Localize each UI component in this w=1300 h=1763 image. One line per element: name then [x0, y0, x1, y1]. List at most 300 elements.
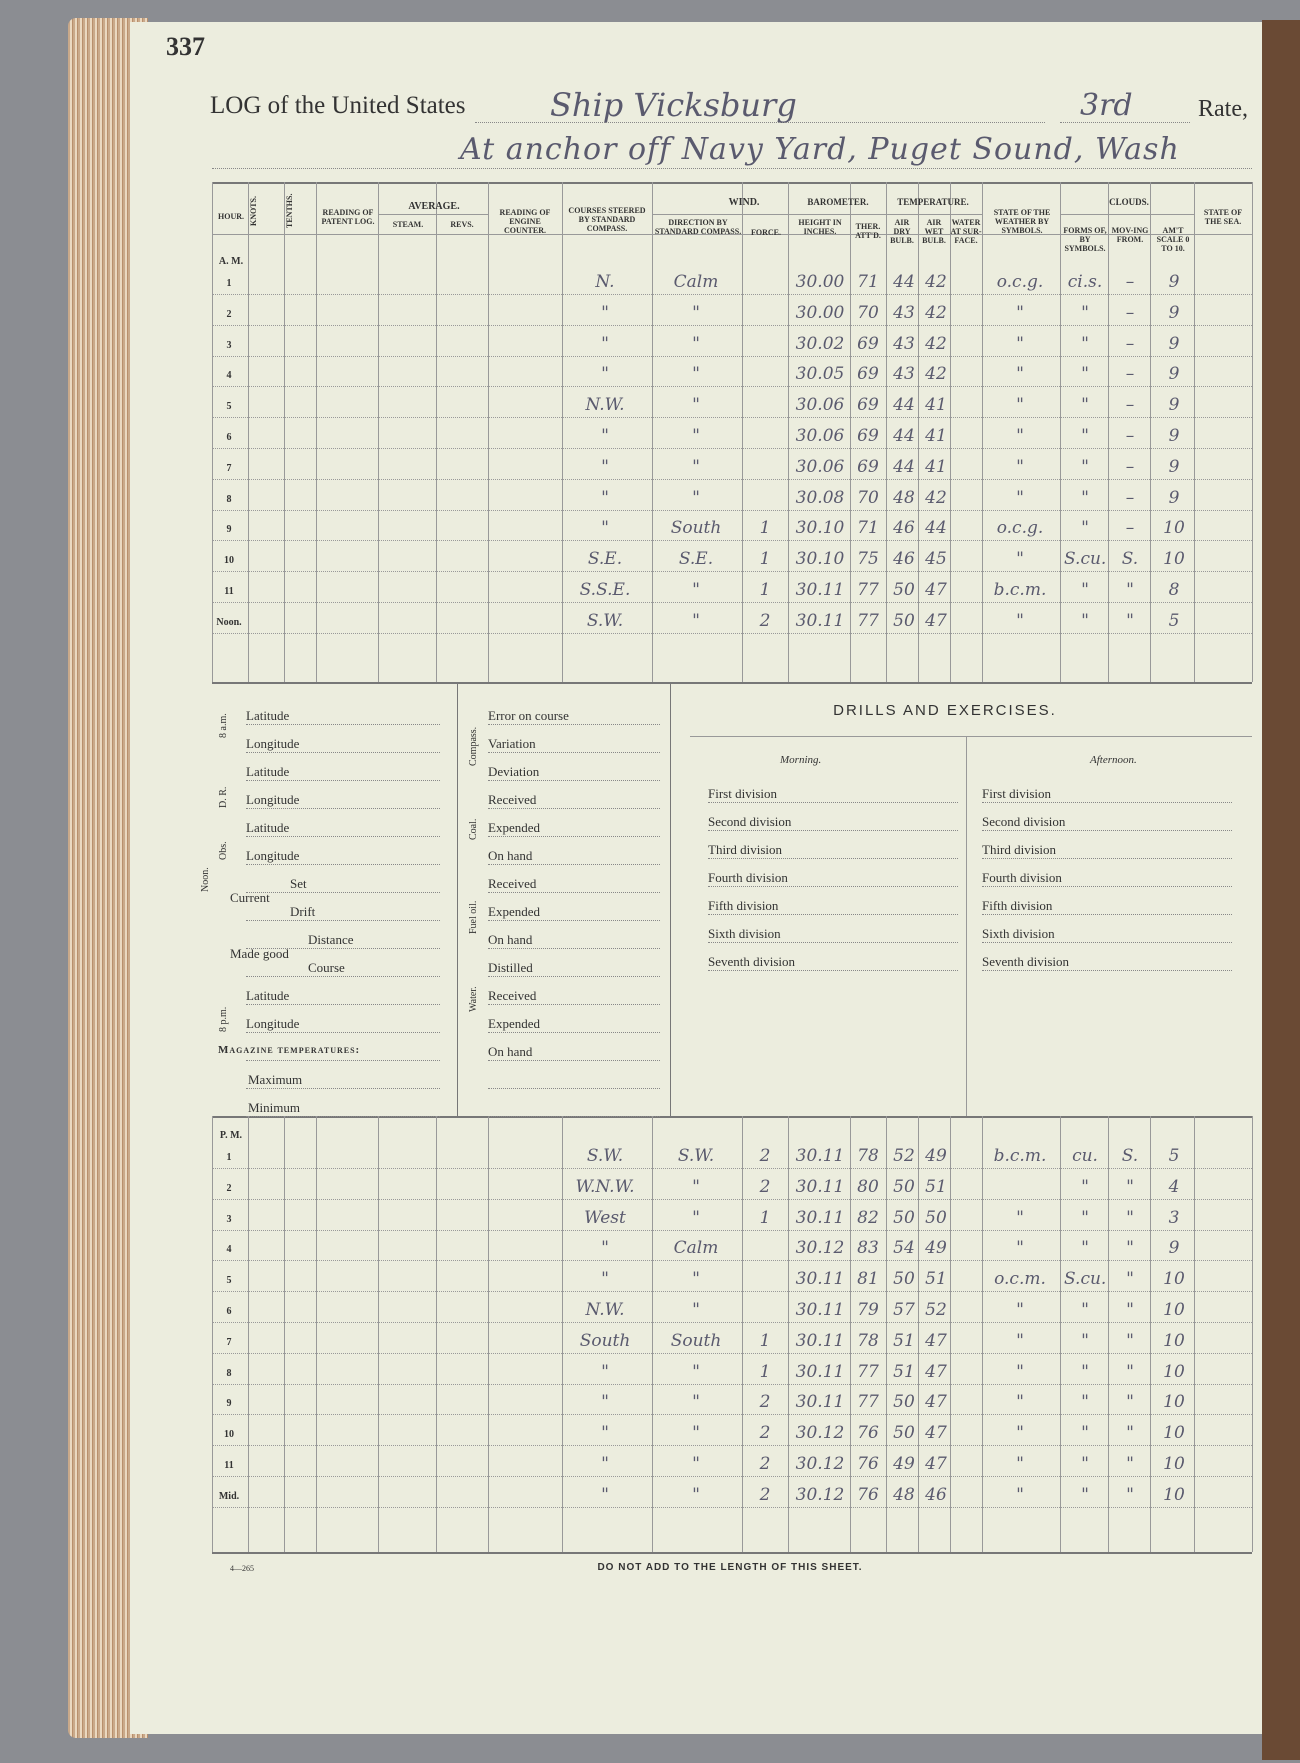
- side-label-8am: 8 a.m.: [218, 713, 229, 738]
- minimum-label: Minimum: [248, 1100, 301, 1115]
- am-moving-cell: –: [1125, 426, 1135, 446]
- pm-ther-cell: 77: [857, 1361, 879, 1382]
- am-label: A. M.: [218, 256, 244, 267]
- row-dotted-rule: [212, 1445, 1252, 1446]
- entry-dotted-line: [246, 1088, 440, 1089]
- header-courses: COURSES STEERED BY STANDARD COMPASS.: [568, 206, 646, 233]
- pm-moving-cell: ": [1126, 1300, 1134, 1320]
- pm-weather-cell: ": [1016, 1484, 1024, 1505]
- am-dry-cell: 43: [893, 302, 915, 323]
- entry-dotted-line: [246, 808, 440, 809]
- pm-moving-cell: ": [1126, 1361, 1134, 1382]
- pm-force-cell: 2: [759, 1392, 771, 1413]
- am-baro-cell: 30.00: [795, 302, 845, 323]
- current-label: Current: [230, 890, 270, 905]
- row-dotted-rule: [212, 325, 1252, 326]
- maximum-label: Maximum: [248, 1072, 303, 1087]
- row-dotted-rule: [212, 1230, 1252, 1231]
- column-rule: [562, 182, 563, 682]
- division-dotted-line: [982, 914, 1232, 915]
- pm-forms-cell: ": [1081, 1330, 1089, 1351]
- pm-wind-cell: ": [692, 1423, 700, 1444]
- column-rule: [788, 1116, 789, 1552]
- lat-obs: Latitude: [246, 820, 290, 835]
- pm-dry-cell: 57: [893, 1300, 915, 1320]
- pm-force-cell: 2: [759, 1423, 771, 1444]
- am-amount-cell: 5: [1168, 610, 1180, 631]
- header-revs: REVS.: [450, 220, 474, 229]
- pm-force-cell: 1: [759, 1361, 771, 1382]
- row-dotted-rule: [212, 1260, 1252, 1261]
- pm-forms-cell: ": [1081, 1207, 1089, 1228]
- division-dotted-line: [982, 830, 1232, 831]
- pm-amount-cell: 10: [1163, 1269, 1185, 1290]
- pm-baro-cell: 30.11: [795, 1176, 845, 1197]
- header-group-rule: [886, 214, 982, 215]
- pm-baro-cell: 30.11: [795, 1300, 845, 1320]
- am-weather-cell: ": [1016, 456, 1024, 477]
- column-rule: [1194, 182, 1195, 682]
- am-course-cell: ": [601, 364, 609, 385]
- pm-moving-cell: ": [1126, 1392, 1134, 1413]
- pm-dry-cell: 50: [893, 1269, 915, 1290]
- pm-ther-cell: 80: [857, 1176, 879, 1197]
- entry-dotted-line: [246, 920, 440, 921]
- am-hour-cell: Noon.: [216, 616, 242, 628]
- pm-baro-cell: 30.11: [795, 1330, 845, 1351]
- am-wind-cell: ": [692, 364, 700, 385]
- pm-amount-cell: 10: [1163, 1330, 1185, 1351]
- log-title-prefix: LOG of the United States: [210, 92, 466, 119]
- am-forms-cell: ": [1081, 518, 1089, 539]
- am-wet-cell: 42: [925, 272, 947, 292]
- pm-wind-cell: ": [692, 1484, 700, 1505]
- column-rule: [886, 1116, 887, 1552]
- am-hour-cell: 10: [224, 555, 234, 567]
- am-ther-cell: 75: [857, 549, 879, 570]
- pm-forms-cell: ": [1081, 1361, 1089, 1382]
- pm-weather-cell: ": [1016, 1300, 1024, 1320]
- entry-dotted-line: [488, 1116, 660, 1117]
- am-course-cell: ": [601, 302, 609, 323]
- pm-course-cell: ": [601, 1484, 609, 1505]
- header-steam: STEAM.: [392, 220, 424, 229]
- fuel-received: Received: [488, 876, 537, 891]
- supplies-section-divider: [670, 684, 671, 1116]
- pm-baro-cell: 30.11: [795, 1207, 845, 1228]
- pm-amount-cell: 4: [1168, 1176, 1180, 1197]
- column-rule: [1150, 1116, 1151, 1552]
- am-course-cell: ": [601, 487, 609, 508]
- am-amount-cell: 9: [1168, 364, 1180, 385]
- pm-amount-cell: 10: [1163, 1454, 1185, 1474]
- entry-dotted-line: [246, 976, 440, 977]
- column-rule: [1252, 182, 1253, 682]
- entry-dotted-line: [488, 864, 660, 865]
- division-dotted-line: [708, 914, 958, 915]
- pm-amount-cell: 9: [1168, 1238, 1180, 1259]
- pm-baro-cell: 30.12: [795, 1454, 845, 1474]
- pm-force-cell: 2: [759, 1484, 771, 1505]
- lon-8pm: Longitude: [246, 1016, 300, 1031]
- am-amount-cell: 10: [1163, 518, 1185, 539]
- column-rule: [284, 1116, 285, 1552]
- fuel-on-hand: On hand: [488, 932, 533, 947]
- division-dotted-line: [982, 858, 1232, 859]
- am-moving-cell: –: [1125, 333, 1135, 354]
- am-hour-cell: 4: [226, 370, 232, 382]
- pm-dry-cell: 50: [893, 1392, 915, 1413]
- pm-force-cell: 2: [759, 1176, 771, 1197]
- pm-weather-cell: ": [1016, 1238, 1024, 1259]
- pm-forms-cell: ": [1081, 1423, 1089, 1444]
- row-dotted-rule: [212, 294, 1252, 295]
- column-rule: [1252, 1116, 1253, 1552]
- am-forms-cell: ": [1081, 426, 1089, 446]
- pm-weather-cell: ": [1016, 1454, 1024, 1474]
- lat-8am: Latitude: [246, 708, 290, 723]
- pm-force-cell: 1: [759, 1330, 771, 1351]
- entry-dotted-line: [246, 1060, 440, 1061]
- form-number: 4—265: [230, 1564, 254, 1573]
- am-forms-cell: ": [1081, 456, 1089, 477]
- row-dotted-rule: [212, 510, 1252, 511]
- am-hour-cell: 8: [226, 493, 232, 505]
- afternoon-division-7: Seventh division: [982, 954, 1070, 969]
- header-tenths: TENTHS.: [285, 193, 294, 228]
- row-dotted-rule: [212, 633, 1252, 634]
- location-line: [212, 168, 1252, 169]
- entry-dotted-line: [488, 1088, 660, 1089]
- header-knots: KNOTS.: [249, 195, 258, 226]
- header-weather: STATE OF THE WEATHER BY SYMBOLS.: [993, 208, 1051, 235]
- lon-obs: Longitude: [246, 848, 300, 863]
- am-wet-cell: 45: [925, 549, 947, 570]
- pm-weather-cell: ": [1016, 1207, 1024, 1228]
- header-force: FORCE.: [751, 228, 781, 237]
- entry-dotted-line: [246, 752, 440, 753]
- am-wind-cell: South: [670, 518, 722, 539]
- pm-wet-cell: 52: [925, 1300, 947, 1320]
- column-rule: [1150, 182, 1151, 682]
- pm-amount-cell: 10: [1163, 1361, 1185, 1382]
- row-dotted-rule: [212, 540, 1252, 541]
- am-forms-cell: ": [1081, 364, 1089, 385]
- pm-course-cell: N.W.: [585, 1300, 625, 1320]
- pm-amount-cell: 10: [1163, 1392, 1185, 1413]
- variation: Variation: [488, 736, 536, 751]
- pm-dry-cell: 51: [893, 1361, 915, 1382]
- header-group-rule: [652, 214, 788, 215]
- row-dotted-rule: [212, 479, 1252, 480]
- am-moving-cell: –: [1125, 456, 1135, 477]
- am-ther-cell: 71: [857, 518, 879, 539]
- pm-moving-cell: ": [1126, 1330, 1134, 1351]
- am-ther-cell: 71: [857, 272, 879, 292]
- am-baro-cell: 30.10: [795, 518, 845, 539]
- column-rule: [1060, 182, 1061, 682]
- column-rule: [950, 1116, 951, 1552]
- pm-wind-cell: ": [692, 1207, 700, 1228]
- am-wind-cell: ": [692, 456, 700, 477]
- pm-weather-cell: o.c.m.: [994, 1269, 1046, 1290]
- header-barometer: BAROMETER.: [807, 197, 869, 207]
- am-wind-cell: ": [692, 580, 700, 600]
- pm-amount-cell: 10: [1163, 1484, 1185, 1505]
- morning-division-1: First division: [708, 786, 777, 801]
- am-baro-cell: 30.06: [795, 456, 845, 477]
- am-forms-cell: ": [1081, 487, 1089, 508]
- column-rule: [652, 1116, 653, 1552]
- column-rule: [788, 182, 789, 682]
- entry-dotted-line: [488, 948, 660, 949]
- pm-weather-cell: ": [1016, 1423, 1024, 1444]
- row-dotted-rule: [212, 1414, 1252, 1415]
- am-wind-cell: ": [692, 302, 700, 323]
- am-dry-cell: 43: [893, 364, 915, 385]
- am-amount-cell: 9: [1168, 302, 1180, 323]
- am-moving-cell: –: [1125, 302, 1135, 323]
- afternoon-division-3: Third division: [982, 842, 1057, 857]
- pm-baro-cell: 30.11: [795, 1361, 845, 1382]
- fuel-expended: Expended: [488, 904, 540, 919]
- drills-afternoon-label: Afternoon.: [1090, 754, 1137, 766]
- entry-dotted-line: [246, 892, 440, 893]
- division-dotted-line: [708, 858, 958, 859]
- am-dry-cell: 44: [893, 426, 915, 446]
- water-side-label: Water.: [468, 986, 479, 1012]
- drills-am-pm-divider: [966, 736, 967, 1116]
- header-group-rule: [1060, 214, 1194, 215]
- pm-weather-cell: ": [1016, 1361, 1024, 1382]
- am-moving-cell: –: [1125, 272, 1135, 292]
- pm-forms-cell: cu.: [1072, 1146, 1098, 1166]
- column-rule: [950, 182, 951, 682]
- side-label-noon: Noon.: [200, 867, 211, 892]
- am-dry-cell: 50: [893, 580, 915, 600]
- entry-dotted-line: [488, 836, 660, 837]
- column-rule: [1060, 1116, 1061, 1552]
- pm-moving-cell: ": [1126, 1176, 1134, 1197]
- pm-forms-cell: ": [1081, 1176, 1089, 1197]
- pm-hour-cell: 8: [226, 1367, 232, 1379]
- made-good-label: Made good: [230, 946, 289, 961]
- am-baro-cell: 30.06: [795, 426, 845, 446]
- side-label-dr: D. R.: [218, 786, 229, 808]
- pm-wet-cell: 51: [925, 1269, 947, 1290]
- pm-dry-cell: 51: [893, 1330, 915, 1351]
- am-weather-cell: ": [1016, 302, 1024, 323]
- am-wind-cell: ": [692, 487, 700, 508]
- row-dotted-rule: [212, 417, 1252, 418]
- pm-ther-cell: 79: [857, 1300, 879, 1320]
- pm-wet-cell: 47: [925, 1361, 947, 1382]
- entry-dotted-line: [246, 1004, 440, 1005]
- row-dotted-rule: [212, 1384, 1252, 1385]
- am-course-cell: ": [601, 518, 609, 539]
- pm-course-cell: ": [601, 1238, 609, 1259]
- pm-weather-cell: ": [1016, 1392, 1024, 1413]
- ship-name-line: [475, 122, 1045, 123]
- pm-wet-cell: 46: [925, 1484, 947, 1505]
- column-rule: [562, 1116, 563, 1552]
- am-wind-cell: ": [692, 333, 700, 354]
- am-force-cell: 1: [759, 549, 771, 570]
- pm-ther-cell: 76: [857, 1454, 879, 1474]
- pm-moving-cell: ": [1126, 1207, 1134, 1228]
- am-wet-cell: 41: [925, 456, 947, 477]
- am-amount-cell: 9: [1168, 395, 1180, 416]
- pm-wet-cell: 49: [925, 1146, 947, 1166]
- division-dotted-line: [708, 942, 958, 943]
- am-baro-cell: 30.06: [795, 395, 845, 416]
- am-wind-cell: ": [692, 426, 700, 446]
- division-dotted-line: [982, 802, 1232, 803]
- am-force-cell: 1: [759, 580, 771, 600]
- pm-baro-cell: 30.12: [795, 1484, 845, 1505]
- am-ther-cell: 69: [857, 395, 879, 416]
- column-rule: [436, 182, 437, 682]
- pm-course-cell: South: [579, 1330, 631, 1351]
- pm-moving-cell: ": [1126, 1238, 1134, 1259]
- log-sheet: [130, 22, 1262, 1734]
- am-weather-cell: o.c.g.: [996, 272, 1044, 292]
- morning-division-3: Third division: [708, 842, 783, 857]
- am-weather-cell: o.c.g.: [996, 518, 1044, 539]
- am-wet-cell: 44: [925, 518, 947, 539]
- side-label-8pm: 8 p.m.: [218, 1006, 229, 1032]
- header-engine-counter: READING OF ENGINE COUNTER.: [499, 208, 551, 235]
- row-dotted-rule: [212, 1199, 1252, 1200]
- morning-division-7: Seventh division: [708, 954, 796, 969]
- entry-dotted-line: [246, 948, 440, 949]
- am-wind-cell: Calm: [673, 272, 719, 292]
- set-label: Set: [290, 876, 307, 891]
- coal-received: Received: [488, 792, 537, 807]
- ship-name: Ship Vicksburg: [550, 86, 797, 124]
- entry-dotted-line: [488, 1004, 660, 1005]
- am-ther-cell: 69: [857, 426, 879, 446]
- am-wet-cell: 42: [925, 302, 947, 323]
- am-forms-cell: ": [1081, 610, 1089, 631]
- pm-force-cell: 1: [759, 1207, 771, 1228]
- column-rule: [652, 182, 653, 682]
- am-force-cell: 2: [759, 610, 771, 631]
- am-weather-cell: ": [1016, 395, 1024, 416]
- water-expended: Expended: [488, 1016, 540, 1031]
- pm-dry-cell: 54: [893, 1238, 915, 1259]
- am-weather-cell: ": [1016, 364, 1024, 385]
- column-rule: [850, 182, 851, 682]
- column-rule: [982, 182, 983, 682]
- am-baro-cell: 30.11: [795, 610, 845, 631]
- pm-forms-cell: ": [1081, 1238, 1089, 1259]
- deviation: Deviation: [488, 764, 540, 779]
- am-moving-cell: –: [1125, 395, 1135, 416]
- lat-dr: Latitude: [246, 764, 290, 779]
- am-course-cell: S.S.E.: [579, 580, 631, 600]
- am-moving-cell: –: [1125, 364, 1135, 385]
- column-rule: [488, 182, 489, 682]
- pm-wind-cell: South: [670, 1330, 722, 1351]
- pm-force-cell: 2: [759, 1454, 771, 1474]
- am-forms-cell: ": [1081, 395, 1089, 416]
- row-dotted-rule: [212, 1353, 1252, 1354]
- am-ther-cell: 70: [857, 302, 879, 323]
- pm-ther-cell: 76: [857, 1484, 879, 1505]
- entry-dotted-line: [488, 892, 660, 893]
- pm-hour-cell: 11: [224, 1460, 234, 1471]
- am-baro-cell: 30.05: [795, 364, 845, 385]
- am-wet-cell: 42: [925, 364, 947, 385]
- header-sea: STATE OF THE SEA.: [1203, 208, 1243, 226]
- pm-dry-cell: 48: [893, 1484, 915, 1505]
- pm-baro-cell: 30.12: [795, 1238, 845, 1259]
- am-hour-cell: 7: [226, 462, 232, 474]
- pm-wet-cell: 47: [925, 1392, 947, 1413]
- am-ther-cell: 70: [857, 487, 879, 508]
- am-course-cell: ": [601, 333, 609, 354]
- length-notice: DO NOT ADD TO THE LENGTH OF THIS SHEET.: [597, 1562, 863, 1573]
- column-rule: [918, 182, 919, 682]
- am-forms-cell: ": [1081, 333, 1089, 354]
- division-dotted-line: [708, 830, 958, 831]
- course-label: Course: [308, 960, 345, 975]
- am-hour-cell: 5: [226, 401, 232, 413]
- pm-moving-cell: S.: [1121, 1146, 1139, 1166]
- am-dry-cell: 44: [893, 395, 915, 416]
- pm-ther-cell: 83: [857, 1238, 879, 1259]
- drills-title: DRILLS AND EXERCISES.: [833, 702, 1057, 719]
- am-ther-cell: 69: [857, 456, 879, 477]
- am-moving-cell: –: [1125, 518, 1135, 539]
- header-hour: HOUR.: [218, 212, 244, 221]
- afternoon-division-4: Fourth division: [982, 870, 1062, 885]
- page-number: 337: [166, 32, 205, 61]
- pm-hour-cell: 4: [226, 1244, 232, 1256]
- pm-course-cell: ": [601, 1392, 609, 1413]
- morning-division-5: Fifth division: [708, 898, 779, 913]
- am-weather-cell: ": [1016, 426, 1024, 446]
- drills-morning-label: Morning.: [780, 754, 822, 766]
- pm-course-cell: ": [601, 1423, 609, 1444]
- drift-label: Drift: [290, 904, 316, 919]
- header-wind-direction: DIRECTION BY STANDARD COMPASS.: [654, 218, 742, 236]
- column-rule: [212, 1116, 213, 1552]
- afternoon-division-5: Fifth division: [982, 898, 1053, 913]
- pm-hour-cell: 2: [226, 1182, 232, 1194]
- am-amount-cell: 9: [1168, 272, 1180, 292]
- am-weather-cell: ": [1016, 610, 1024, 631]
- pm-wind-cell: ": [692, 1454, 700, 1474]
- row-dotted-rule: [212, 1507, 1252, 1508]
- am-forms-cell: ci.s.: [1067, 272, 1103, 292]
- am-moving-cell: S.: [1121, 549, 1139, 570]
- am-ther-cell: 69: [857, 364, 879, 385]
- entry-dotted-line: [488, 1060, 660, 1061]
- pm-wind-cell: ": [692, 1176, 700, 1197]
- entry-dotted-line: [488, 976, 660, 977]
- pm-moving-cell: ": [1126, 1454, 1134, 1474]
- header-cloud-forms: FORMS OF, BY SYMBOLS.: [1063, 226, 1107, 253]
- am-baro-cell: 30.02: [795, 333, 845, 354]
- entry-dotted-line: [246, 836, 440, 837]
- am-wet-cell: 47: [925, 610, 947, 631]
- am-wet-cell: 41: [925, 395, 947, 416]
- am-amount-cell: 10: [1163, 549, 1185, 570]
- division-dotted-line: [708, 970, 958, 971]
- pm-wind-cell: ": [692, 1300, 700, 1320]
